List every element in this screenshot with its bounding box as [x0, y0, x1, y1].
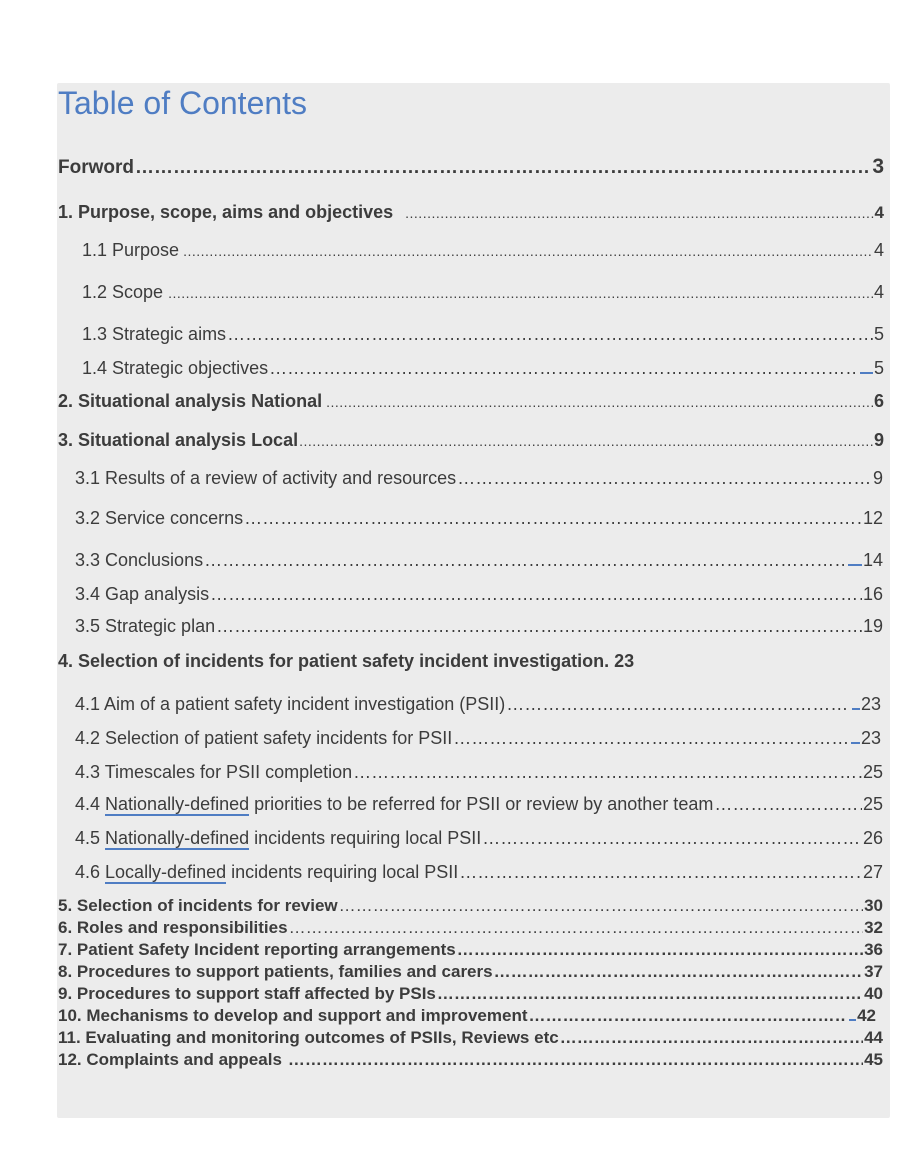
toc-entry-4[interactable] [58, 652, 884, 670]
toc-leader [210, 585, 862, 603]
toc-page: 42 [857, 1006, 876, 1025]
toc-label: 3.1 Results of a review of activity and resources [75, 468, 457, 488]
nationally-defined-link[interactable]: Nationally-defined [105, 794, 250, 814]
toc-entry-forword[interactable] [58, 156, 884, 177]
toc-page: 9 [873, 430, 884, 450]
toc-leader [135, 158, 871, 177]
toc-label [75, 795, 713, 813]
toc-entry-5[interactable] [58, 897, 883, 914]
toc-label: 10. Mechanisms to develop and support and improvement [58, 1006, 528, 1025]
toc-page: 23 [860, 694, 881, 714]
toc-leader [326, 395, 873, 409]
toc-entry-1-1[interactable] [82, 241, 884, 259]
hyperlink-underline[interactable] [852, 697, 860, 710]
toc-entry-4-6[interactable] [75, 863, 883, 881]
toc-page: 3 [872, 155, 884, 178]
toc-entry-1-3[interactable] [82, 325, 884, 343]
toc-page: 4 [874, 203, 884, 222]
toc-entry-8[interactable] [58, 963, 883, 980]
toc-leader [168, 286, 873, 300]
toc-page: 9 [872, 468, 883, 488]
toc-page: 25 [862, 762, 883, 782]
toc-entry-4-4[interactable] [75, 795, 883, 813]
nationally-defined-link[interactable]: Nationally-defined [105, 828, 250, 848]
toc-label: 1. Purpose, scope, aims and objectives [58, 202, 394, 222]
hyperlink-underline[interactable] [848, 553, 862, 566]
toc-label: 6. Roles and responsibilities [58, 918, 288, 937]
toc-entry-3-4[interactable] [75, 585, 883, 603]
toc-separator: . [604, 651, 615, 671]
toc-leader [244, 509, 862, 527]
toc-label: 4.2 Selection of patient safety incidents for PSII [75, 728, 453, 748]
toc-entry-3-2[interactable] [75, 509, 883, 527]
toc-page: 4 [873, 240, 884, 260]
toc-label [75, 829, 481, 847]
toc-entry-1-4[interactable] [82, 359, 884, 377]
toc-leader [457, 941, 863, 958]
toc-page: 19 [862, 616, 883, 636]
toc-page: 44 [864, 1028, 883, 1047]
toc-entry-6[interactable] [58, 919, 883, 936]
toc-entry-3-1[interactable] [75, 469, 883, 487]
toc-label: 4.1 Aim of a patient safety incident investigation (PSII) [75, 694, 506, 714]
toc-leader [183, 244, 873, 258]
toc-leader [339, 897, 863, 914]
toc-page: 37 [864, 962, 883, 981]
toc-page: 40 [864, 984, 883, 1003]
toc-entry-3-5[interactable] [75, 617, 883, 635]
toc-leader [482, 829, 862, 847]
toc-label: 12. Complaints and appeals [58, 1050, 282, 1069]
toc-label: 1.1 Purpose [82, 240, 180, 260]
toc-label-text: incidents requiring local PSII [226, 862, 459, 882]
toc-label: 11. Evaluating and monitoring outcomes of PSIIs, Reviews etc [58, 1028, 559, 1047]
toc-leader [560, 1029, 863, 1046]
toc-page: 32 [864, 918, 883, 937]
toc-leader [714, 795, 862, 813]
toc-label: 3. Situational analysis Local [58, 430, 299, 450]
toc-number: 4.4 [75, 794, 106, 814]
toc-entry-10[interactable] [58, 1007, 876, 1024]
toc-entry-3-3[interactable] [75, 551, 883, 569]
toc-entry-1[interactable] [58, 203, 884, 221]
toc-entry-12[interactable] [58, 1051, 883, 1068]
toc-page: 14 [862, 550, 883, 570]
toc-label: 4. Selection of incidents for patient safety incident investigation [58, 651, 605, 671]
toc-entry-2[interactable] [58, 392, 884, 410]
toc-page: 23 [860, 728, 881, 748]
toc-label: 4.3 Timescales for PSII completion [75, 762, 353, 782]
toc-entry-4-1[interactable] [75, 695, 881, 713]
hyperlink-underline[interactable] [849, 1008, 856, 1021]
toc-label [75, 863, 458, 881]
toc-number: 4.6 [75, 862, 106, 882]
toc-label: 3.5 Strategic plan [75, 616, 216, 636]
toc-title: Table of Contents [58, 85, 308, 121]
toc-page: 30 [864, 896, 883, 915]
toc-entry-3[interactable] [58, 431, 884, 449]
toc-page: 16 [862, 584, 883, 604]
toc-entry-4-3[interactable] [75, 763, 883, 781]
toc-label: 8. Procedures to support patients, families and carers [58, 962, 493, 981]
toc-page: 45 [864, 1050, 883, 1069]
toc-leader [405, 206, 873, 220]
toc-label: 7. Patient Safety Incident reporting arrangements [58, 940, 456, 959]
toc-label: 5. Selection of incidents for review [58, 896, 338, 915]
toc-leader [453, 729, 849, 747]
toc-page: 5 [873, 324, 884, 344]
toc-leader [353, 763, 862, 781]
toc-leader [506, 695, 850, 713]
toc-entry-4-2[interactable] [75, 729, 881, 747]
toc-page: 5 [873, 358, 884, 378]
toc-page: 6 [873, 391, 884, 411]
toc-label: 3.4 Gap analysis [75, 584, 210, 604]
toc-number: 4.5 [75, 828, 106, 848]
toc-leader [204, 551, 846, 569]
toc-page: 4 [873, 282, 884, 302]
toc-leader [494, 963, 863, 980]
toc-leader [457, 469, 872, 487]
toc-leader [216, 617, 862, 635]
toc-leader [459, 863, 862, 881]
toc-entry-1-2[interactable] [82, 283, 884, 301]
toc-leader [299, 434, 873, 448]
toc-label-text: priorities to be referred for PSII or review by another team [249, 794, 714, 814]
hyperlink-underline[interactable] [860, 361, 873, 374]
toc-entry-9[interactable] [58, 985, 883, 1002]
toc-leader [437, 985, 863, 1002]
toc-entry-11[interactable] [58, 1029, 883, 1046]
toc-label: 3.2 Service concerns [75, 508, 244, 528]
toc-page: 23 [614, 651, 635, 671]
toc-leader [289, 919, 864, 936]
toc-leader [288, 1051, 863, 1068]
toc-page: 27 [862, 862, 883, 882]
toc-label: 9. Procedures to support staff affected by PSIs [58, 984, 436, 1003]
toc-entry-7[interactable] [58, 941, 883, 958]
toc-page: 26 [862, 828, 883, 848]
toc-label: 1.4 Strategic objectives [82, 358, 269, 378]
toc-page: 36 [864, 940, 883, 959]
toc-leader [227, 325, 873, 343]
toc-label: Forword [58, 157, 134, 178]
toc-leader [269, 359, 858, 377]
toc-label-text: incidents requiring local PSII [249, 828, 482, 848]
toc-label: 3.3 Conclusions [75, 550, 204, 570]
toc-leader [528, 1007, 846, 1024]
toc-page: 12 [862, 508, 883, 528]
toc-label: 1.2 Scope [82, 282, 164, 302]
toc-page: 25 [862, 794, 883, 814]
toc-label: 2. Situational analysis National [58, 391, 323, 411]
toc-label: 1.3 Strategic aims [82, 324, 227, 344]
hyperlink-underline[interactable] [851, 731, 860, 744]
locally-defined-link[interactable]: Locally-defined [105, 862, 227, 882]
toc-entry-4-5[interactable] [75, 829, 883, 847]
